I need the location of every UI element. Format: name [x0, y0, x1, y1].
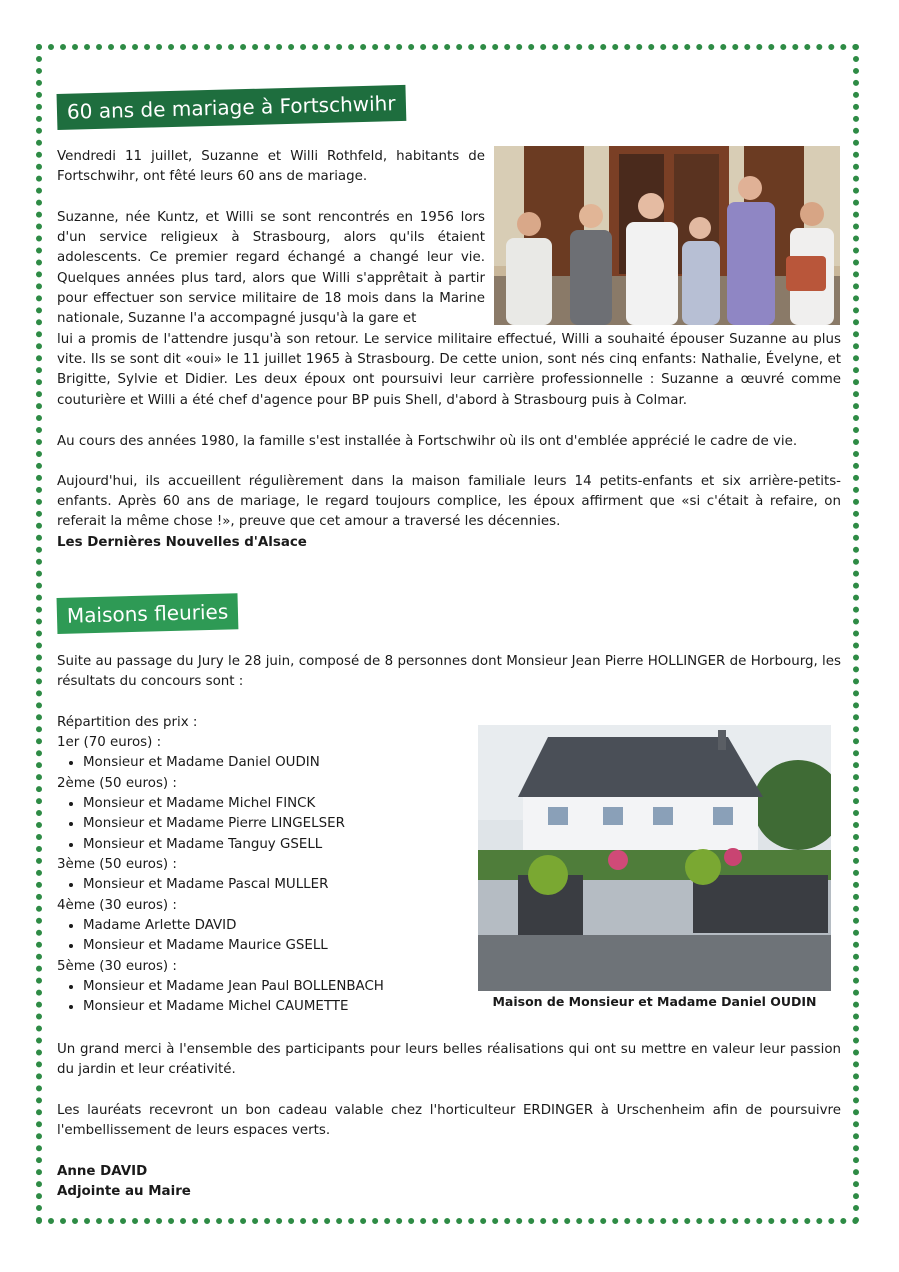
- winner-item: • Monsieur et Madame Michel FINCK: [83, 794, 477, 814]
- prize-winners-2: [57, 794, 477, 855]
- article1-paragraph-1: Vendredi 11 juillet, Suzanne et Willi Rothfeld, habitants de Fortschwihr, ont fêté leurs 60 ans de mariage.: [57, 149, 485, 185]
- prizes-label: Répartition des prix :: [57, 715, 198, 730]
- article2-title: Maisons fleuries: [57, 593, 239, 634]
- winner-item: • Madame Arlette DAVID: [83, 916, 477, 936]
- winner-item: • Monsieur et Madame Daniel OUDIN: [83, 753, 477, 773]
- prize-list: [57, 713, 477, 1018]
- article2-intro: Suite au passage du Jury le 28 juin, composé de 8 personnes dont Monsieur Jean Pierre HOLLINGER de Horbourg, les résultats du concours sont :: [57, 654, 841, 690]
- prize-rank-2: 2ème (50 euros) :: [57, 775, 177, 791]
- article2-gift: Les lauréats recevront un bon cadeau valable chez l'horticulteur ERDINGER à Urschenheim afin de poursuivre l'embellissement de leurs espaces verts.: [57, 1103, 841, 1139]
- winner-item: • Monsieur et Madame Michel CAUMETTE: [83, 997, 477, 1017]
- prize-winners-3: [57, 875, 477, 895]
- prize-winners-4: [57, 916, 477, 957]
- article1-source: Les Dernières Nouvelles d'Alsace: [57, 535, 307, 550]
- signature-role: Adjointe au Maire: [57, 1184, 191, 1199]
- article1-paragraph-2-part-1: Suzanne, née Kuntz, et Willi se sont rencontrés en 1956 lors d'un service religieux à Strasbourg, alors qu'ils étaient adolescents. Ce premier regard échangé a changé leur vie. Quelques années plus tard, alors que Willi s'apprêtait à partir pour effectuer son service militaire de 18 mois dans la Marine nationale, Suzanne l'a accompagné jusqu'à la gare et: [57, 210, 485, 327]
- winner-item: • Monsieur et Madame Jean Paul BOLLENBACH: [83, 977, 477, 997]
- winner-item: • Monsieur et Madame Maurice GSELL: [83, 936, 477, 956]
- winner-item: • Monsieur et Madame Pierre LINGELSER: [83, 814, 477, 834]
- winning-house-photo: [478, 725, 831, 991]
- prize-rank-4: 4ème (30 euros) :: [57, 897, 177, 913]
- house-photo-caption: Maison de Monsieur et Madame Daniel OUDIN: [492, 994, 817, 1009]
- winner-item: • Monsieur et Madame Tanguy GSELL: [83, 835, 477, 855]
- prize-rank-3: 3ème (50 euros) :: [57, 857, 177, 873]
- article1-paragraph-3: Au cours des années 1980, la famille s'est installée à Fortschwihr où ils ont d'emblée apprécié le cadre de vie.: [57, 434, 798, 449]
- winner-item: • Monsieur et Madame Pascal MULLER: [83, 875, 477, 895]
- prize-winners-1: [57, 753, 477, 773]
- anniversary-family-photo: [494, 146, 840, 325]
- article2-thanks: Un grand merci à l'ensemble des participants pour leurs belles réalisations qui ont su mettre en valeur leur passion du jardin et leur créativité.: [57, 1042, 841, 1078]
- article1-paragraph-4: Aujourd'hui, ils accueillent régulièrement dans la maison familiale leurs 14 petits-enfants et six arrière-petits-enfants. Après 60 ans de mariage, le regard toujours complice, les époux affirment que «si c'était à refaire, on referait la même chose !», preuve que cet amour a traversé les décennies.: [57, 474, 841, 530]
- signature-name: Anne DAVID: [57, 1164, 148, 1179]
- prize-rank-1: 1er (70 euros) :: [57, 735, 162, 751]
- article1-title: 60 ans de mariage à Fortschwihr: [57, 85, 406, 130]
- prize-rank-5: 5ème (30 euros) :: [57, 958, 177, 974]
- article1-paragraph-2-part-2: lui a promis de l'attendre jusqu'à son retour. Le service militaire effectué, Willi a souhaité épouser Suzanne au plus vite. Ils se sont dit «oui» le 11 juillet 1965 à Strasbourg. De cette union, sont nés cinq enfants: Nathalie, Évelyne, et Brigitte, Sylvie et Didier. Les deux époux ont poursuivi leur carrière professionnelle : Suzanne a œuvré comme couturière et Willi a été chef d'agence pour BP puis Shell, d'abord à Strasbourg puis à Colmar.: [57, 332, 841, 408]
- prize-winners-5: [57, 977, 477, 1018]
